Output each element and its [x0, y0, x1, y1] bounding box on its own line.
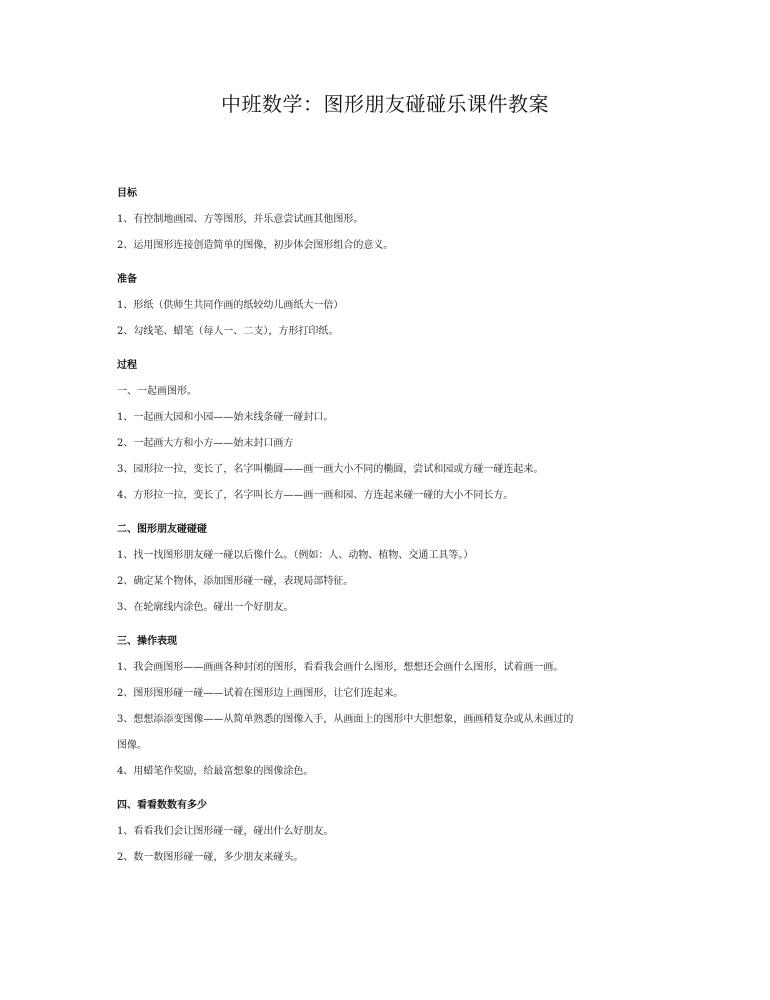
section-counting: [117, 798, 677, 866]
section-heading: 二、图形朋友碰碰碰: [117, 524, 207, 535]
section-heading: 三、操作表现: [117, 636, 177, 647]
paragraph-line: 2、运用图形连接创造简单的图像，初步体会图形组合的意义。: [117, 240, 394, 251]
paragraph-line: 1、找一找图形朋友碰一碰以后像什么。（例如：人、动物、植物、交通工具等。）: [117, 550, 474, 561]
paragraph-line: 3、园形拉一拉，变长了，名字叫椭圆——画一画大小不同的椭圆，尝试和园或方碰一碰连起来。: [117, 464, 544, 475]
paragraph-line: 4、用蜡笔作奖励，给最富想象的图像涂色。: [117, 766, 314, 777]
section-heading: 过程: [117, 360, 137, 371]
paragraph-line: 1、有控制地画园、方等图形，并乐意尝试画其他图形。: [117, 214, 364, 225]
section-shape-friends: [117, 522, 677, 616]
paragraph-line: 2、勾线笔、蜡笔（每人一、二支），方形打印纸。: [117, 326, 339, 337]
paragraph-line: 一、一起画图形。: [117, 386, 197, 397]
paragraph-line: 2、数一数图形碰一碰，多少朋友来碰头。: [117, 852, 304, 863]
paragraph-line: 2、确定某个物体，添加图形碰一碰，表现局部特征。: [117, 576, 354, 587]
paragraph-line: 4、方形拉一拉，变长了，名字叫长方——画一画和园、方连起来碰一碰的大小不同长方。: [117, 490, 514, 501]
section-heading: 目标: [117, 188, 137, 199]
section-heading: 准备: [117, 274, 137, 285]
document-title: 中班数学：图形朋友碰碰乐课件教案: [221, 92, 549, 116]
section-operation: [117, 634, 677, 780]
paragraph-line: 1、我会画图形——画画各种封闭的图形，看看我会画什么图形，想想还会画什么图形，试着画一画。: [117, 662, 564, 673]
paragraph-line: 2、图形图形碰一碰——试着在图形边上画图形，让它们连起来。: [117, 688, 404, 699]
paragraph-line: 3、在轮廓线内涂色。碰出一个好朋友。: [117, 602, 294, 613]
paragraph-line: 2、一起画大方和小方——始末封口画方: [117, 438, 294, 449]
section-heading: 四、看看数数有多少: [117, 800, 207, 811]
section-process: [117, 358, 677, 504]
paragraph-line: 1、看看我们会让图形碰一碰，碰出什么好朋友。: [117, 826, 334, 837]
section-preparation: [117, 272, 677, 340]
paragraph-line: 3、想想添添变图像——从简单熟悉的图像入手，从画面上的图形中大胆想象，画画稍复杂或从未画过的: [117, 714, 574, 725]
paragraph-line: 1、形纸（供师生共同作画的纸较幼儿画纸大一倍）: [117, 300, 344, 311]
document-body: [117, 186, 677, 884]
paragraph-line: 1、一起画大园和小园——始末线条碰一碰封口。: [117, 412, 334, 423]
section-goals: [117, 186, 677, 254]
paragraph-line: 图像。: [117, 740, 147, 751]
